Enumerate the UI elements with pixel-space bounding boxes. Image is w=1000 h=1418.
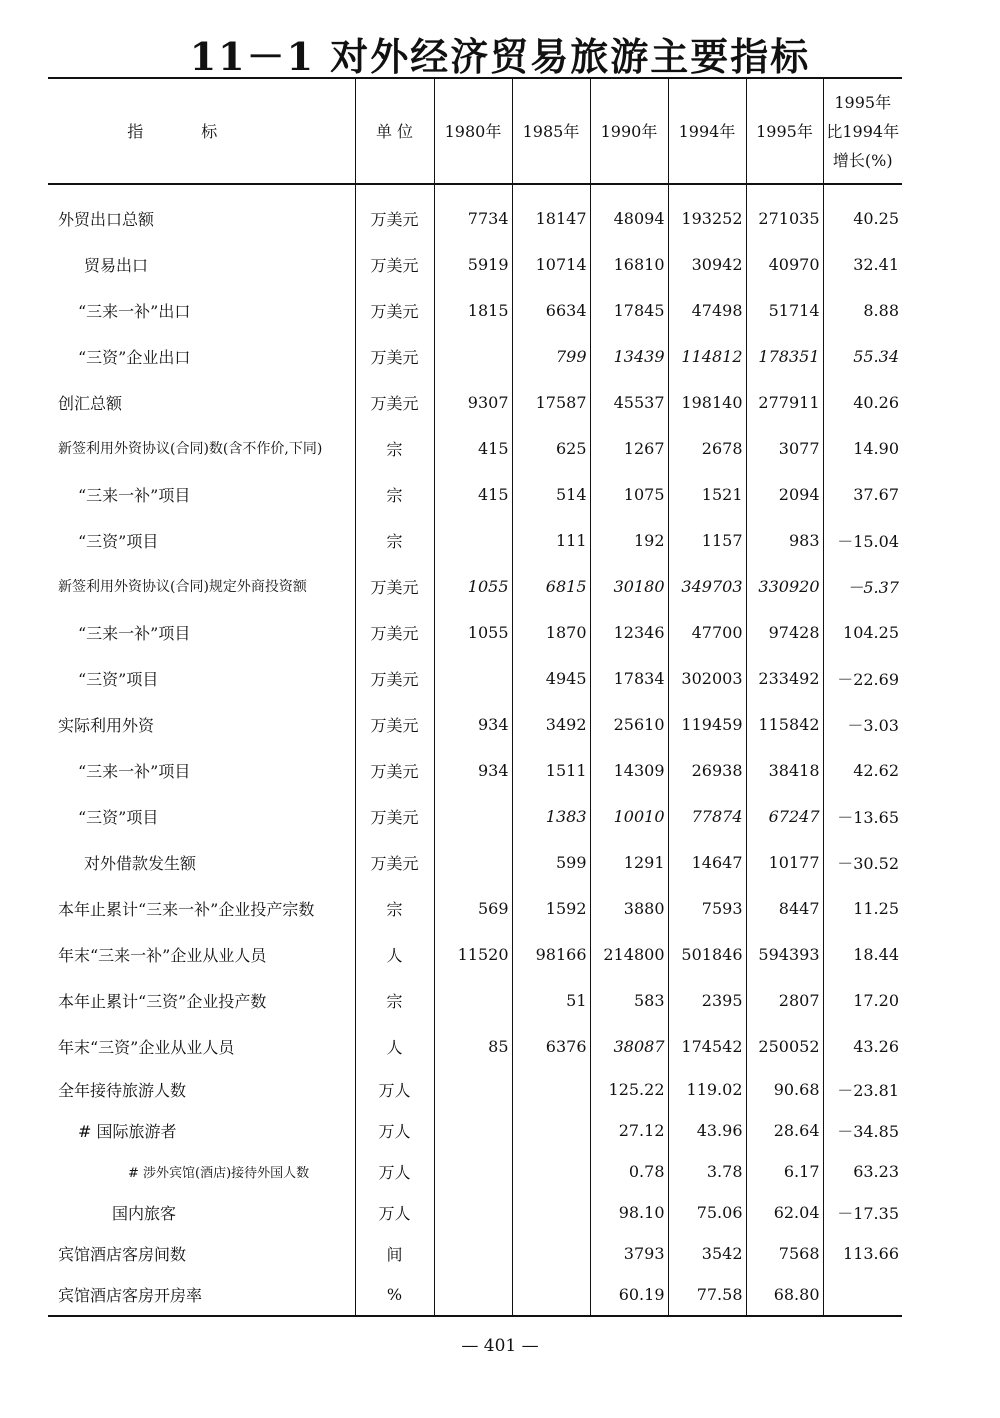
cell-1990: 125.22 bbox=[590, 1069, 668, 1110]
cell-growth: －5.37 bbox=[823, 563, 902, 609]
cell-1995: 178351 bbox=[746, 333, 823, 379]
row-unit: 宗 bbox=[355, 425, 434, 471]
header-growth-line1: 1995年 bbox=[834, 92, 892, 112]
cell-1995: 233492 bbox=[746, 655, 823, 701]
row-indicator: “三来一补”项目 bbox=[78, 485, 191, 505]
cell-1995: 40970 bbox=[746, 241, 823, 287]
cell-1980 bbox=[434, 1274, 512, 1316]
cell-1995: 7568 bbox=[746, 1233, 823, 1274]
table-row bbox=[48, 184, 902, 241]
cell-1995: 51714 bbox=[746, 287, 823, 333]
row-indicator: 创汇总额 bbox=[58, 393, 123, 413]
cell-1985: 799 bbox=[512, 333, 590, 379]
cell-1980: 85 bbox=[434, 1023, 512, 1069]
cell-1990: 25610 bbox=[590, 701, 668, 747]
table-row bbox=[48, 609, 902, 655]
row-unit: 万美元 bbox=[355, 747, 434, 793]
cell-1980 bbox=[434, 1233, 512, 1274]
cell-1980 bbox=[434, 1192, 512, 1233]
row-indicator: 宾馆酒店客房开房率 bbox=[48, 1274, 355, 1316]
header-1995: 1995年 bbox=[746, 78, 823, 184]
cell-1980: 1815 bbox=[434, 287, 512, 333]
row-indicator: # 国际旅游者 bbox=[78, 1122, 177, 1141]
row-unit: 宗 bbox=[355, 977, 434, 1023]
cell-1990: 0.78 bbox=[590, 1151, 668, 1192]
cell-1980 bbox=[434, 793, 512, 839]
header-1985: 1985年 bbox=[512, 78, 590, 184]
cell-1994: 1157 bbox=[668, 517, 746, 563]
cell-1995: 67247 bbox=[746, 793, 823, 839]
cell-1994: 3542 bbox=[668, 1233, 746, 1274]
cell-growth: －15.04 bbox=[823, 517, 902, 563]
cell-1994: 1521 bbox=[668, 471, 746, 517]
table-row bbox=[48, 471, 902, 517]
header-unit: 单 位 bbox=[355, 78, 434, 184]
cell-growth: 17.20 bbox=[823, 977, 902, 1023]
cell-1990: 48094 bbox=[590, 184, 668, 241]
cell-1985: 17587 bbox=[512, 379, 590, 425]
row-unit: 万美元 bbox=[355, 793, 434, 839]
cell-1990: 16810 bbox=[590, 241, 668, 287]
cell-1995: 6.17 bbox=[746, 1151, 823, 1192]
cell-1980 bbox=[434, 655, 512, 701]
cell-1980: 9307 bbox=[434, 379, 512, 425]
cell-growth: 8.88 bbox=[823, 287, 902, 333]
cell-1994: 501846 bbox=[668, 931, 746, 977]
cell-1990: 17834 bbox=[590, 655, 668, 701]
table-row bbox=[48, 425, 902, 471]
cell-1985: 111 bbox=[512, 517, 590, 563]
cell-growth: 11.25 bbox=[823, 885, 902, 931]
cell-1995: 983 bbox=[746, 517, 823, 563]
row-indicator: 年末“三来一补”企业从业人员 bbox=[58, 945, 267, 965]
cell-1980: 415 bbox=[434, 425, 512, 471]
cell-1990: 192 bbox=[590, 517, 668, 563]
cell-1985: 6376 bbox=[512, 1023, 590, 1069]
row-unit: 万人 bbox=[355, 1151, 434, 1192]
cell-growth: －34.85 bbox=[823, 1110, 902, 1151]
cell-1990: 1291 bbox=[590, 839, 668, 885]
cell-1985: 6815 bbox=[512, 563, 590, 609]
cell-1995: 97428 bbox=[746, 609, 823, 655]
cell-1985: 4945 bbox=[512, 655, 590, 701]
row-unit: 万美元 bbox=[355, 563, 434, 609]
cell-growth: －23.81 bbox=[823, 1069, 902, 1110]
row-unit: 万美元 bbox=[355, 287, 434, 333]
cell-1994: 198140 bbox=[668, 379, 746, 425]
cell-1994: 47700 bbox=[668, 609, 746, 655]
cell-1990: 45537 bbox=[590, 379, 668, 425]
cell-1985: 1870 bbox=[512, 609, 590, 655]
cell-1995: 28.64 bbox=[746, 1110, 823, 1151]
row-indicator: 贸易出口 bbox=[84, 255, 149, 275]
cell-1980: 569 bbox=[434, 885, 512, 931]
cell-1990: 1267 bbox=[590, 425, 668, 471]
header-indicator: 指标 bbox=[48, 78, 355, 184]
row-indicator: “三来一补”项目 bbox=[78, 761, 191, 781]
cell-1990: 27.12 bbox=[590, 1110, 668, 1151]
cell-1990: 10010 bbox=[590, 793, 668, 839]
row-unit: 万人 bbox=[355, 1110, 434, 1151]
row-unit: 宗 bbox=[355, 885, 434, 931]
table-row bbox=[48, 517, 902, 563]
cell-1995: 62.04 bbox=[746, 1192, 823, 1233]
table-row bbox=[48, 839, 902, 885]
cell-1994: 174542 bbox=[668, 1023, 746, 1069]
cell-growth: 14.90 bbox=[823, 425, 902, 471]
cell-1995: 10177 bbox=[746, 839, 823, 885]
cell-1980: 5919 bbox=[434, 241, 512, 287]
cell-1994: 114812 bbox=[668, 333, 746, 379]
cell-1980 bbox=[434, 517, 512, 563]
cell-1994: 43.96 bbox=[668, 1110, 746, 1151]
row-unit: 宗 bbox=[355, 517, 434, 563]
cell-1995: 38418 bbox=[746, 747, 823, 793]
cell-growth: －13.65 bbox=[823, 793, 902, 839]
cell-1990: 17845 bbox=[590, 287, 668, 333]
cell-growth: 40.26 bbox=[823, 379, 902, 425]
cell-growth: 32.41 bbox=[823, 241, 902, 287]
row-unit: 万美元 bbox=[355, 839, 434, 885]
cell-growth: －22.69 bbox=[823, 655, 902, 701]
cell-1994: 77874 bbox=[668, 793, 746, 839]
cell-1990: 14309 bbox=[590, 747, 668, 793]
cell-growth: －17.35 bbox=[823, 1192, 902, 1233]
cell-1995: 3077 bbox=[746, 425, 823, 471]
cell-1985: 1592 bbox=[512, 885, 590, 931]
cell-1994: 119.02 bbox=[668, 1069, 746, 1110]
page-number: — 401 — bbox=[461, 1336, 539, 1356]
cell-1994: 14647 bbox=[668, 839, 746, 885]
cell-1990: 583 bbox=[590, 977, 668, 1023]
row-unit: 人 bbox=[355, 931, 434, 977]
cell-1990: 98.10 bbox=[590, 1192, 668, 1233]
cell-growth: －30.52 bbox=[823, 839, 902, 885]
cell-1980 bbox=[434, 977, 512, 1023]
table-row bbox=[48, 563, 902, 609]
cell-1994: 26938 bbox=[668, 747, 746, 793]
cell-1995: 90.68 bbox=[746, 1069, 823, 1110]
table-row bbox=[48, 1151, 902, 1192]
table-row bbox=[48, 931, 902, 977]
indicators-table bbox=[48, 77, 902, 1317]
cell-1980 bbox=[434, 839, 512, 885]
cell-1995: 68.80 bbox=[746, 1274, 823, 1316]
header-1994: 1994年 bbox=[668, 78, 746, 184]
header-growth-line2: 比1994年 bbox=[826, 121, 900, 141]
cell-1994: 119459 bbox=[668, 701, 746, 747]
cell-1994: 302003 bbox=[668, 655, 746, 701]
row-indicator: “三资”项目 bbox=[78, 531, 159, 551]
cell-growth: －3.03 bbox=[823, 701, 902, 747]
cell-1980: 7734 bbox=[434, 184, 512, 241]
row-indicator: # 涉外宾馆(酒店)接待外国人数 bbox=[128, 1166, 310, 1181]
cell-1994: 2678 bbox=[668, 425, 746, 471]
table-row bbox=[48, 885, 902, 931]
cell-1990: 3793 bbox=[590, 1233, 668, 1274]
cell-growth: 113.66 bbox=[823, 1233, 902, 1274]
header-1990: 1990年 bbox=[590, 78, 668, 184]
row-unit: 万人 bbox=[355, 1192, 434, 1233]
row-unit: 万美元 bbox=[355, 655, 434, 701]
row-unit: 人 bbox=[355, 1023, 434, 1069]
cell-1994: 3.78 bbox=[668, 1151, 746, 1192]
row-indicator: 全年接待旅游人数 bbox=[58, 1081, 187, 1100]
table-row bbox=[48, 701, 902, 747]
cell-1985 bbox=[512, 1110, 590, 1151]
cell-1990: 60.19 bbox=[590, 1274, 668, 1316]
cell-growth: 104.25 bbox=[823, 609, 902, 655]
header-1980: 1980年 bbox=[434, 78, 512, 184]
cell-1990: 38087 bbox=[590, 1023, 668, 1069]
cell-1995: 250052 bbox=[746, 1023, 823, 1069]
header-growth bbox=[823, 78, 902, 184]
cell-1990: 3880 bbox=[590, 885, 668, 931]
cell-1980: 415 bbox=[434, 471, 512, 517]
cell-growth: 42.62 bbox=[823, 747, 902, 793]
cell-1985 bbox=[512, 1069, 590, 1110]
cell-1995: 2807 bbox=[746, 977, 823, 1023]
cell-growth: 55.34 bbox=[823, 333, 902, 379]
cell-1985: 51 bbox=[512, 977, 590, 1023]
table-row bbox=[48, 287, 902, 333]
row-unit: 万美元 bbox=[355, 609, 434, 655]
cell-1985: 514 bbox=[512, 471, 590, 517]
cell-1980: 1055 bbox=[434, 609, 512, 655]
table-row bbox=[48, 655, 902, 701]
cell-1995: 8447 bbox=[746, 885, 823, 931]
table-row bbox=[48, 977, 902, 1023]
cell-1980 bbox=[434, 1151, 512, 1192]
cell-1990: 1075 bbox=[590, 471, 668, 517]
cell-1990: 12346 bbox=[590, 609, 668, 655]
table-row bbox=[48, 333, 902, 379]
cell-1985: 10714 bbox=[512, 241, 590, 287]
cell-1985 bbox=[512, 1151, 590, 1192]
table-row bbox=[48, 1023, 902, 1069]
row-indicator: 对外借款发生额 bbox=[84, 853, 197, 873]
row-indicator: 外贸出口总额 bbox=[58, 209, 155, 229]
cell-growth: 40.25 bbox=[823, 184, 902, 241]
cell-1995: 271035 bbox=[746, 184, 823, 241]
cell-1990: 13439 bbox=[590, 333, 668, 379]
cell-1990: 214800 bbox=[590, 931, 668, 977]
cell-1995: 277911 bbox=[746, 379, 823, 425]
row-indicator: 本年止累计“三来一补”企业投产宗数 bbox=[58, 899, 315, 919]
cell-1985 bbox=[512, 1192, 590, 1233]
cell-1985: 1511 bbox=[512, 747, 590, 793]
cell-1985: 1383 bbox=[512, 793, 590, 839]
table-row bbox=[48, 1110, 902, 1151]
cell-growth: 37.67 bbox=[823, 471, 902, 517]
cell-1995: 2094 bbox=[746, 471, 823, 517]
cell-1985: 625 bbox=[512, 425, 590, 471]
table-row bbox=[48, 1233, 902, 1274]
header-growth-line3: 增长(%) bbox=[832, 150, 893, 170]
cell-1980 bbox=[434, 1110, 512, 1151]
row-unit: 间 bbox=[355, 1233, 434, 1274]
table-row bbox=[48, 379, 902, 425]
cell-1985: 98166 bbox=[512, 931, 590, 977]
row-indicator: 新签利用外资协议(合同)规定外商投资额 bbox=[58, 579, 307, 595]
cell-1994: 349703 bbox=[668, 563, 746, 609]
cell-1990: 30180 bbox=[590, 563, 668, 609]
row-unit: 万美元 bbox=[355, 333, 434, 379]
cell-1995: 594393 bbox=[746, 931, 823, 977]
row-indicator: “三来一补”项目 bbox=[78, 623, 191, 643]
cell-growth: 18.44 bbox=[823, 931, 902, 977]
cell-growth: 43.26 bbox=[823, 1023, 902, 1069]
row-indicator: 本年止累计“三资”企业投产数 bbox=[58, 991, 267, 1011]
header-row bbox=[48, 78, 902, 184]
cell-growth bbox=[823, 1274, 902, 1316]
cell-1985: 3492 bbox=[512, 701, 590, 747]
row-indicator: 新签利用外资协议(合同)数(含不作价,下同) bbox=[58, 441, 323, 457]
row-indicator: 实际利用外资 bbox=[58, 715, 155, 735]
cell-1985: 6634 bbox=[512, 287, 590, 333]
cell-1994: 2395 bbox=[668, 977, 746, 1023]
table-row bbox=[48, 241, 902, 287]
cell-1994: 75.06 bbox=[668, 1192, 746, 1233]
table-row bbox=[48, 793, 902, 839]
cell-1980 bbox=[434, 1069, 512, 1110]
cell-growth: 63.23 bbox=[823, 1151, 902, 1192]
row-unit: 万人 bbox=[355, 1069, 434, 1110]
row-indicator: “三来一补”出口 bbox=[78, 301, 191, 321]
row-indicator: “三资”项目 bbox=[78, 807, 159, 827]
cell-1985: 599 bbox=[512, 839, 590, 885]
cell-1995: 330920 bbox=[746, 563, 823, 609]
row-unit: 宗 bbox=[355, 471, 434, 517]
cell-1980: 934 bbox=[434, 701, 512, 747]
row-unit: % bbox=[355, 1274, 434, 1316]
table-row bbox=[48, 1069, 902, 1110]
cell-1985 bbox=[512, 1274, 590, 1316]
row-indicator: 宾馆酒店客房间数 bbox=[58, 1245, 187, 1264]
cell-1980 bbox=[434, 333, 512, 379]
row-indicator: 年末“三资”企业从业人员 bbox=[58, 1037, 235, 1057]
row-indicator: “三资”项目 bbox=[78, 669, 159, 689]
row-unit: 万美元 bbox=[355, 184, 434, 241]
table-row bbox=[48, 1192, 902, 1233]
row-indicator: 国内旅客 bbox=[112, 1204, 177, 1223]
page-title: 11－1 对外经济贸易旅游主要指标 bbox=[189, 34, 811, 79]
cell-1994: 193252 bbox=[668, 184, 746, 241]
cell-1985 bbox=[512, 1233, 590, 1274]
cell-1985: 18147 bbox=[512, 184, 590, 241]
cell-1994: 7593 bbox=[668, 885, 746, 931]
cell-1994: 30942 bbox=[668, 241, 746, 287]
cell-1995: 115842 bbox=[746, 701, 823, 747]
table-row bbox=[48, 747, 902, 793]
row-unit: 万美元 bbox=[355, 241, 434, 287]
cell-1994: 47498 bbox=[668, 287, 746, 333]
cell-1980: 934 bbox=[434, 747, 512, 793]
cell-1994: 77.58 bbox=[668, 1274, 746, 1316]
table-row bbox=[48, 1274, 902, 1316]
cell-1980: 11520 bbox=[434, 931, 512, 977]
cell-1980: 1055 bbox=[434, 563, 512, 609]
row-unit: 万美元 bbox=[355, 701, 434, 747]
row-unit: 万美元 bbox=[355, 379, 434, 425]
row-indicator: “三资”企业出口 bbox=[78, 347, 191, 367]
